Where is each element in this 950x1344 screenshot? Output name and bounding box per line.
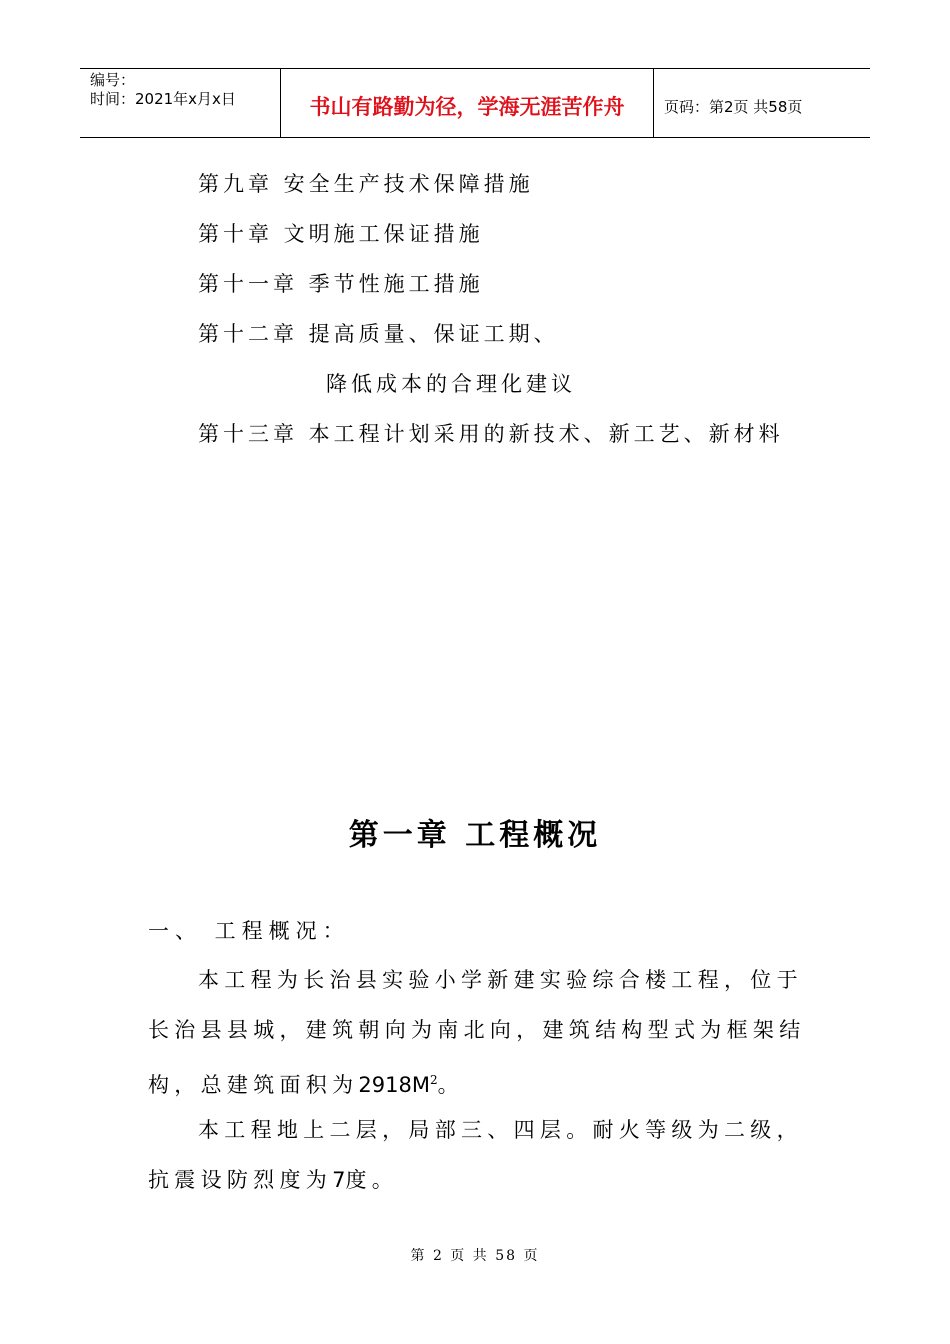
area-superscript: 2 xyxy=(429,1073,438,1087)
paragraph-2-end: 度。 xyxy=(345,1168,399,1192)
number-label: 编号： xyxy=(90,71,136,89)
chapter-title: 第一章 工程概况 xyxy=(348,818,602,853)
toc-item: 第十三章 本工程计划采用的新技术、新工艺、新材料 xyxy=(198,422,784,446)
toc-item: 第十一章 季节性施工措施 xyxy=(198,272,484,296)
toc-item: 降低成本的合理化建议 xyxy=(326,372,576,396)
toc-item: 第九章 安全生产技术保障措施 xyxy=(198,172,534,196)
header-motto: 书山有路勤为径，学海无涯苦作舟 xyxy=(281,69,654,137)
page-footer: 第 2 页 共 58 页 xyxy=(410,1248,540,1264)
paragraph-1-end: 。 xyxy=(437,1073,464,1097)
seismic-value: 7 xyxy=(332,1168,346,1192)
header-meta xyxy=(80,69,281,137)
header-page-label: 页码：第2页 共58页 xyxy=(664,97,803,116)
date-label: 时间：2021年x月x日 xyxy=(90,90,236,108)
paragraph-1-text: 本工程为长治县实验小学新建实验综合楼工程，位于长治县县城，建筑朝向为南北向，建筑结构型式为框架结构，总建筑面积为 xyxy=(148,968,806,1097)
section-heading: 一、 工程概况： xyxy=(148,919,350,943)
area-value: 2918M xyxy=(358,1073,430,1097)
toc-item: 第十章 文明施工保证措施 xyxy=(198,222,484,246)
page-header xyxy=(80,68,870,138)
toc-item: 第十二章 提高质量、保证工期、 xyxy=(198,322,559,346)
paragraph-1 xyxy=(148,955,818,1110)
paragraph-2-text: 本工程地上二层，局部三、四层。耐火等级为二级，抗震设防烈度为 xyxy=(148,1118,803,1192)
paragraph-2 xyxy=(148,1105,818,1205)
